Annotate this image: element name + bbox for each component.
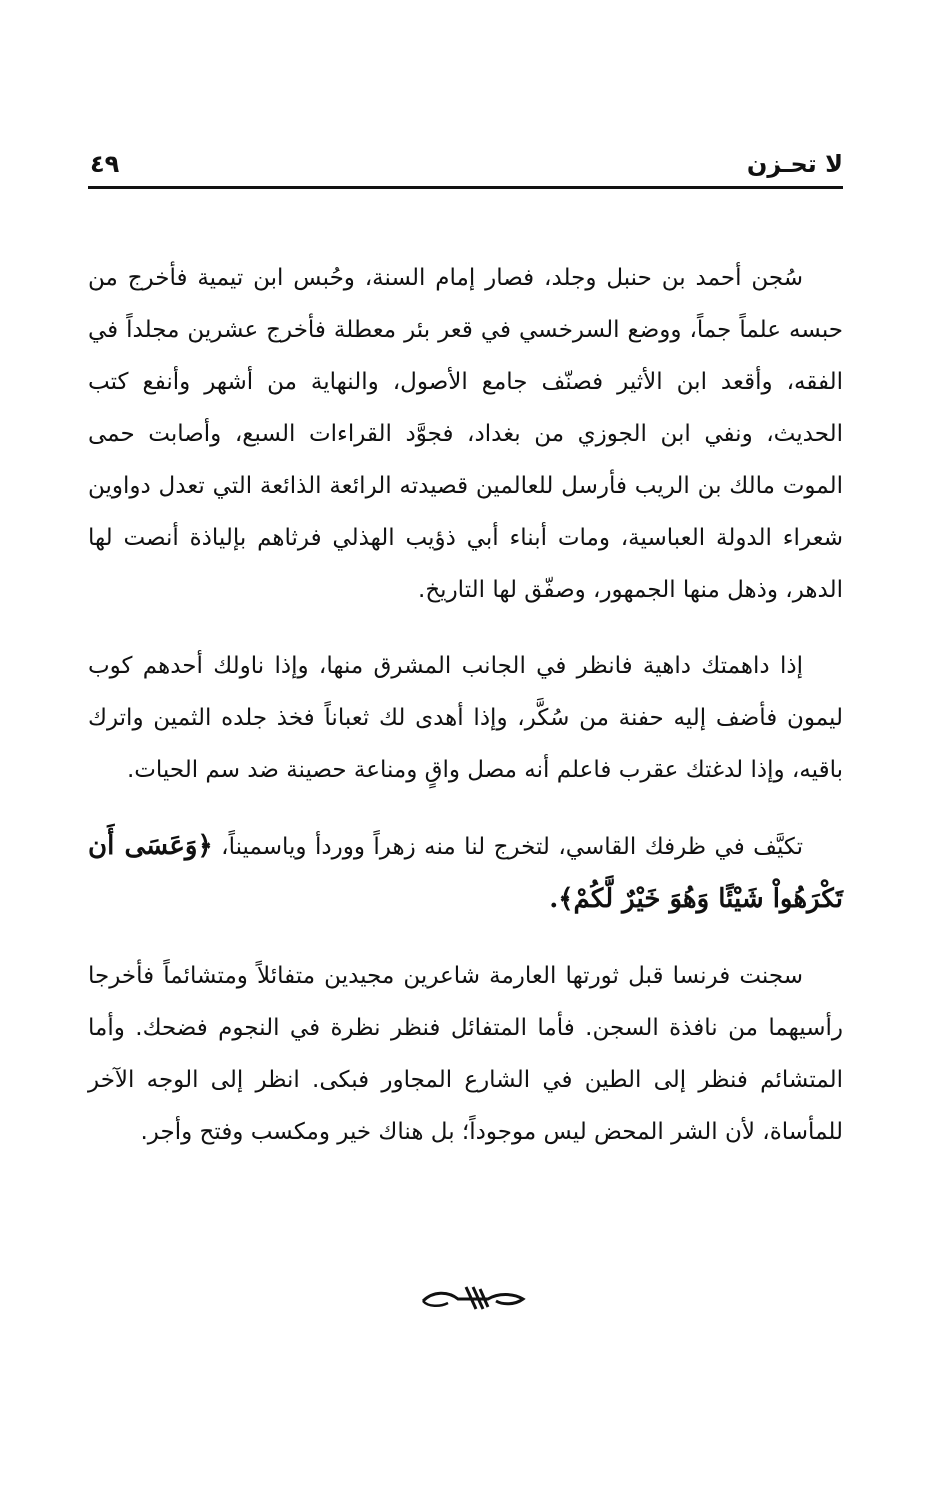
page-number: ٤٩ [90, 150, 120, 178]
paragraph-1: سُجن أحمد بن حنبل وجلد، فصار إمام السنة، وحُبس ابن تيمية فأخرج من حبسه علماً جماً، ووضع السرخسي في قعر بئر معطلة فأخرج عشرين مجلداً في الفقه، وأقعد ابن الأثير فصنّف جامع الأصول، والنهاية من أشهر وأنفع كتب الحديث، ونفي ابن الجوزي من بغداد، فجوَّد القراءات السبع، وأصابت حمى الموت مالك بن الريب فأرسل للعالمين قصيدته الرائعة الذائعة التي تعدل دواوين شعراء الدولة العباسية، ومات أبناء أبي ذؤيب الهذلي فرثاهم بإلياذة أنصت لها الدهر، وذهل منها الجمهور، وصفّق لها التاريخ. [88, 265, 843, 603]
paragraph-4: سجنت فرنسا قبل ثورتها العارمة شاعرين مجيدين متفائلاً ومتشائماً فأخرجا رأسيهما من نافذة السجن. فأما المتفائل فنظر نظرة في النجوم فضحك. وأما المتشائم فنظر إلى الطين في الشارع المجاور فبكى. انظر إلى الوجه الآخر للمأساة، لأن الشر المحض ليس موجوداً؛ بل هناك خير ومكسب وفتح وأجر. [88, 963, 843, 1145]
paragraph-3-text: تكيَّف في ظرفك القاسي، لتخرج لنا منه زهراً ووردأ وياسميناً، [221, 834, 803, 860]
paragraph-3 [88, 820, 843, 926]
running-title: لا تحـزن [746, 150, 843, 178]
flourish-ornament-icon [418, 1283, 528, 1313]
body-text [88, 252, 843, 1182]
quran-verse: ﴿وَعَسَى أَن تَكْرَهُواْ شَيْئًا وَهُوَ خَيْرٌ لَّكُمْ﴾. [88, 831, 843, 914]
paragraph-2: إذا داهمتك داهية فانظر في الجانب المشرق منها، وإذا ناولك أحدهم كوب ليمون فأضف إليه حفنة من سُكَّر، وإذا أهدى لك ثعباناً فخذ جلده الثمين واترك باقيه، وإذا لدغتك عقرب فاعلم أنه مصل واقٍ ومناعة حصينة ضد سم الحيات. [88, 653, 843, 783]
page-header [88, 150, 843, 190]
header-rule [88, 186, 843, 189]
